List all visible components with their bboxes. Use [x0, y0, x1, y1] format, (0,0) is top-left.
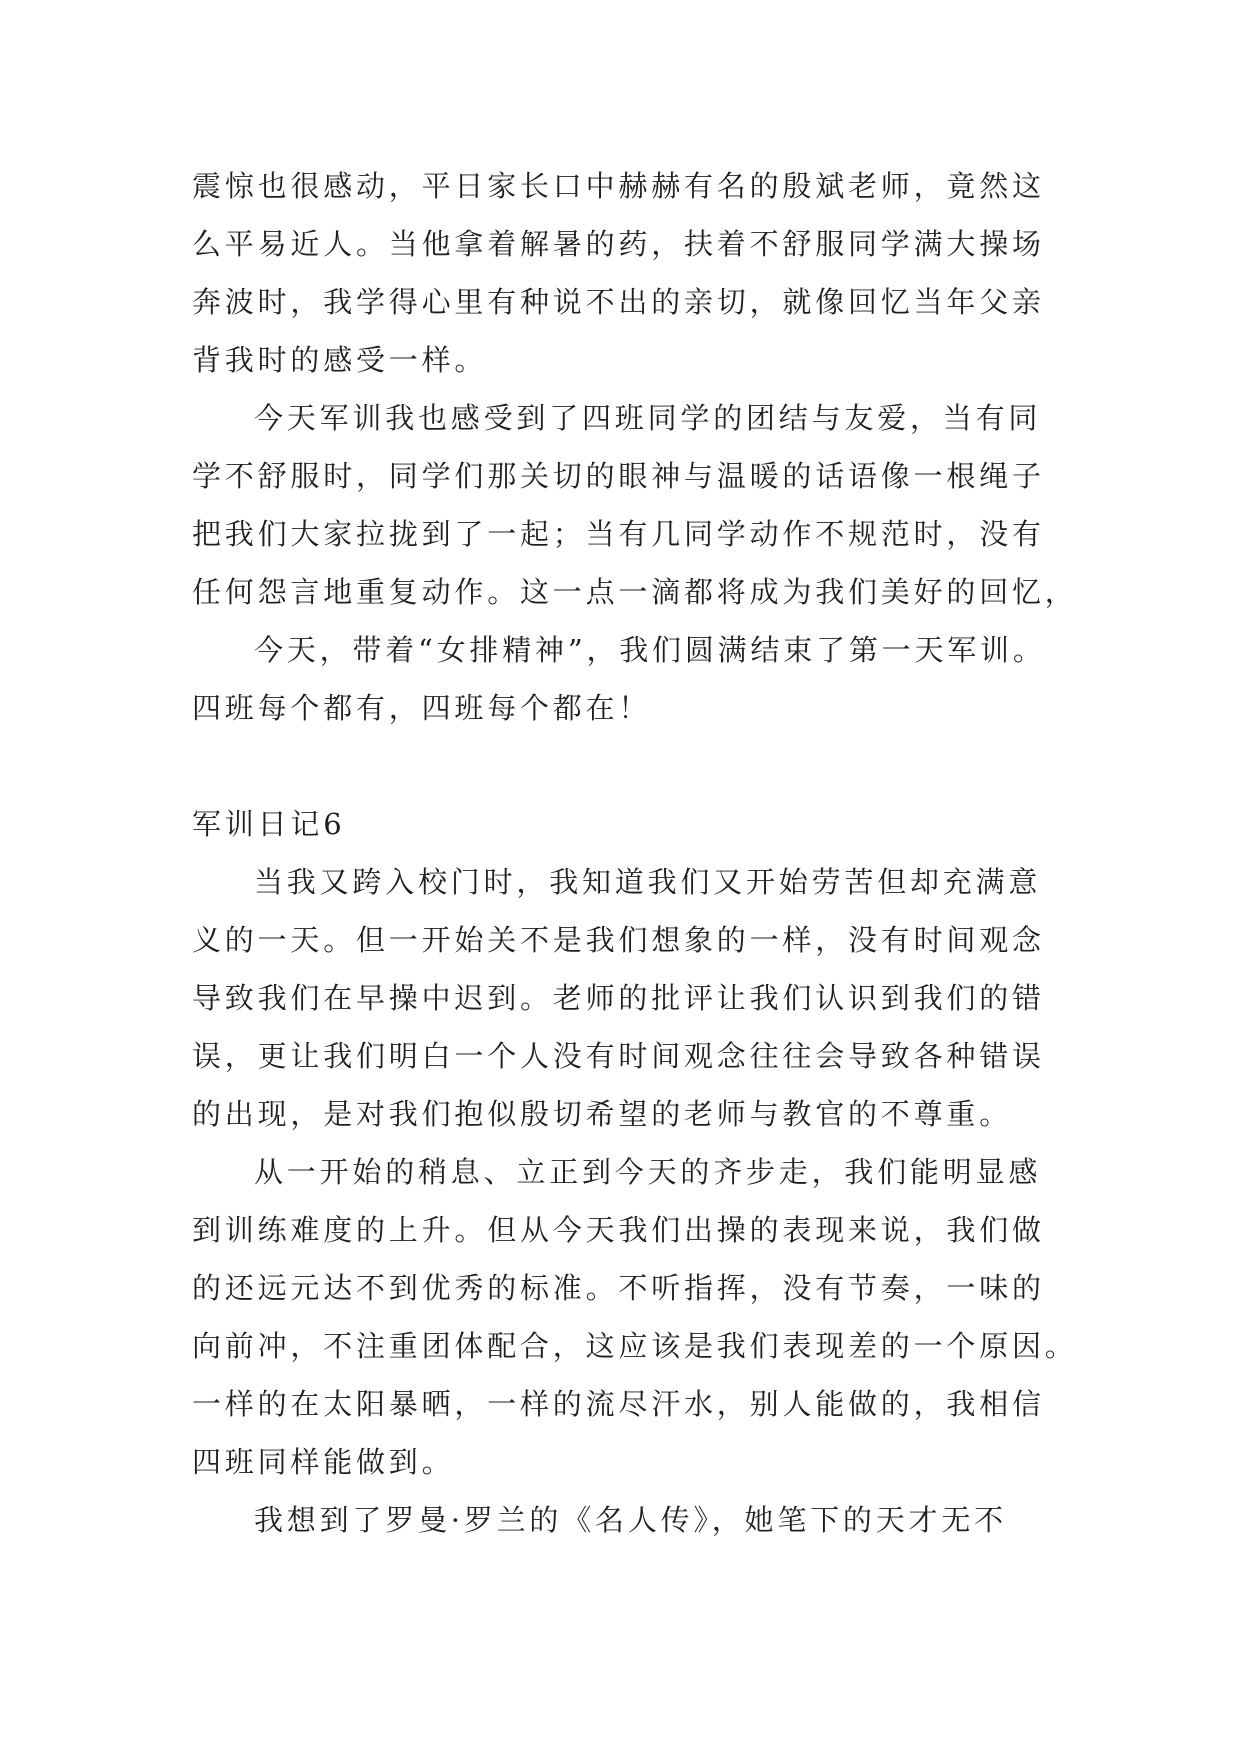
paragraph-line: 任何怨言地重复动作。这一点一滴都将成为我们美好的回忆， [192, 575, 1078, 609]
section-title: 军训日记6 [192, 807, 346, 841]
paragraph-line: 导致我们在早操中迟到。老师的批评让我们认识到我们的错 [192, 981, 1045, 1015]
paragraph-line: 今天，带着“女排精神”，我们圆满结束了第一天军训。 [254, 633, 1046, 667]
paragraph-line: 么平易近人。当他拿着解暑的药，扶着不舒服同学满大操场 [192, 227, 1045, 261]
paragraph-line: 把我们大家拉拢到了一起；当有几同学动作不规范时，没有 [192, 517, 1045, 551]
paragraph-line: 到训练难度的上升。但从今天我们出操的表现来说，我们做 [192, 1213, 1045, 1247]
paragraph-line: 义的一天。但一开始关不是我们想象的一样，没有时间观念 [192, 923, 1045, 957]
paragraph-line: 当我又跨入校门时，我知道我们又开始劳苦但却充满意 [254, 865, 1042, 899]
paragraph-line: 的出现，是对我们抱似殷切希望的老师与教官的不尊重。 [192, 1097, 1013, 1131]
paragraph-line: 四班每个都有，四班每个都在！ [192, 691, 652, 725]
paragraph-line: 奔波时，我学得心里有种说不出的亲切，就像回忆当年父亲 [192, 285, 1045, 319]
paragraph-line: 背我时的感受一样。 [192, 343, 488, 377]
paragraph-line: 误，更让我们明白一个人没有时间观念往往会导致各种错误 [192, 1039, 1045, 1073]
paragraph-line: 四班同样能做到。 [192, 1445, 455, 1479]
paragraph-line: 我想到了罗曼·罗兰的《名人传》，她笔下的天才无不 [254, 1503, 1007, 1537]
paragraph-line: 向前冲，不注重团体配合，这应该是我们表现差的一个原因。 [192, 1329, 1078, 1363]
paragraph-line: 从一开始的稍息、立正到今天的齐步走，我们能明显感 [254, 1155, 1042, 1189]
paragraph-line: 今天军训我也感受到了四班同学的团结与友爱，当有同 [254, 401, 1042, 435]
paragraph-line: 一样的在太阳暴晒，一样的流尽汗水，别人能做的，我相信 [192, 1387, 1045, 1421]
paragraph-line: 震惊也很感动，平日家长口中赫赫有名的殷斌老师，竟然这 [192, 169, 1045, 203]
paragraph-line: 的还远元达不到优秀的标准。不听指挥，没有节奏，一味的 [192, 1271, 1045, 1305]
paragraph-line: 学不舒服时，同学们那关切的眼神与温暖的话语像一根绳子 [192, 459, 1045, 493]
